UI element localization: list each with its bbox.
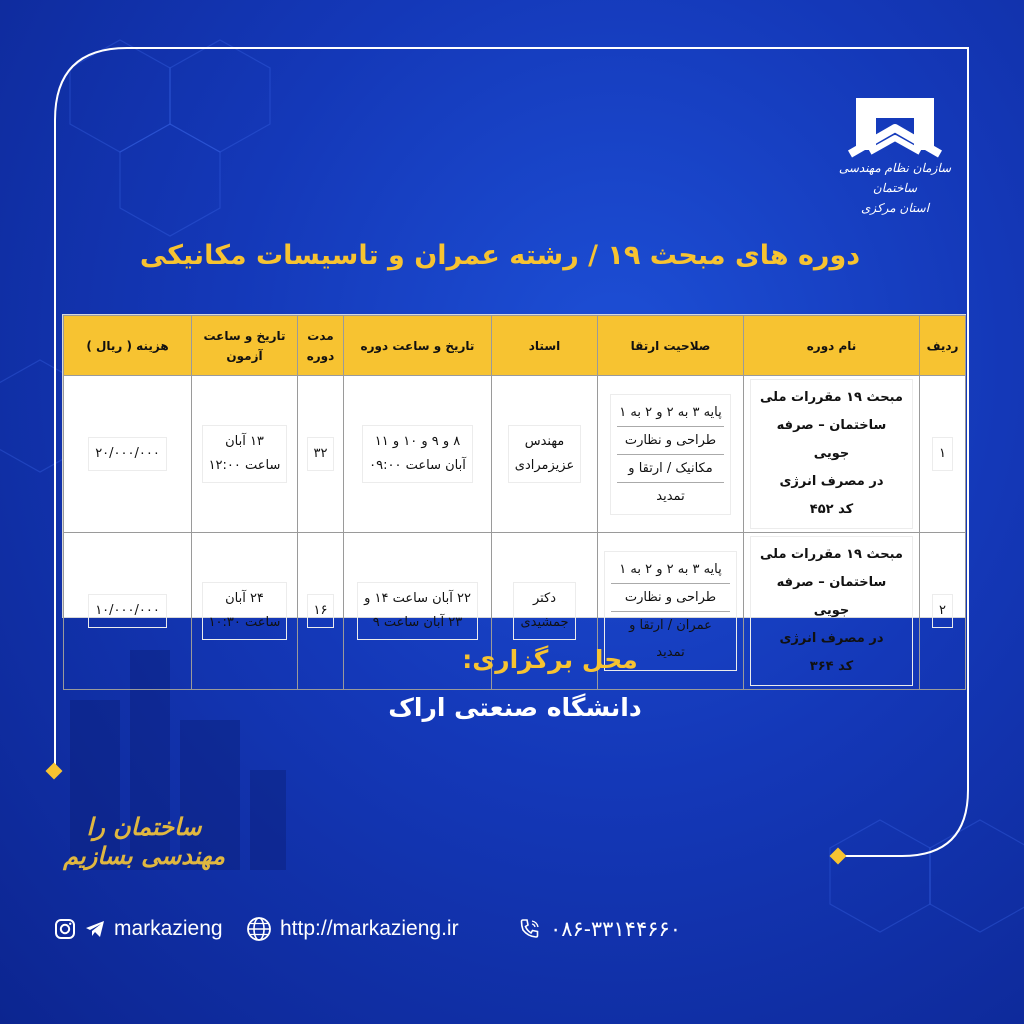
header-exam-line1: تاریخ و ساعت	[203, 328, 286, 343]
telegram-icon[interactable]	[84, 918, 106, 940]
logo-text	[815, 158, 975, 218]
venue-label: محل برگزاری:	[462, 645, 638, 674]
table-header-row	[64, 316, 966, 376]
header-exam	[192, 316, 298, 376]
course-name-cell-line: ساختمان – صرفه جویی	[776, 418, 887, 461]
course-date-cell-box	[362, 425, 473, 483]
exam-cell-line: ۱۳ آبان	[225, 434, 264, 449]
header-course-name: نام دوره	[744, 316, 920, 376]
header-exam-line2: آزمون	[226, 348, 263, 363]
instructor-cell-box	[513, 582, 575, 640]
qualification-cell-box	[610, 394, 731, 515]
row-number-cell	[920, 533, 966, 690]
exam-cell	[192, 376, 298, 533]
instructor-cell-line: مهندس	[524, 434, 565, 449]
globe-icon	[246, 916, 272, 942]
course-name-cell-line: در مصرف انرژی	[779, 631, 884, 646]
qualification-cell-line: مکانیک / ارتقا و	[617, 455, 724, 483]
row-number-cell	[920, 376, 966, 533]
course-name-cell-line: در مصرف انرژی	[779, 474, 884, 489]
instructor-cell-line: عزیزمرادی	[514, 458, 575, 473]
qualification-cell	[598, 376, 744, 533]
header-fee: هزینه ( ریال )	[64, 316, 192, 376]
footer-social[interactable]	[54, 912, 223, 946]
row-number-cell-value: ۲	[932, 594, 953, 628]
row-number-cell-value: ۱	[932, 437, 953, 471]
table-row	[64, 376, 966, 533]
instructor-cell-line: دکتر	[532, 591, 557, 606]
course-date-cell-line: ۲۲ آبان ساعت ۱۴ و	[364, 591, 471, 606]
course-date-cell-line: ۲۳ آبان ساعت ۹	[372, 615, 463, 630]
phone-icon	[518, 917, 542, 941]
logo-text-line2: استان مرکزی	[860, 201, 930, 215]
header-duration-line2: دوره	[306, 348, 335, 363]
course-date-cell-line: ۸ و ۹ و ۱۰ و ۱۱	[374, 434, 461, 449]
venue-place: دانشگاه صنعتی اراک	[388, 693, 642, 722]
header-qualification: صلاحیت ارتقا	[598, 316, 744, 376]
header-instructor: استاد	[492, 316, 598, 376]
course-name-cell-line: ساختمان – صرفه جویی	[776, 575, 887, 618]
instructor-cell	[492, 376, 598, 533]
qualification-cell-line: عمران / ارتقا و تمدید	[629, 618, 712, 660]
exam-cell-line: ساعت ۱۲:۰۰	[208, 458, 281, 473]
course-name-cell-line: مبحث ۱۹ مقررات ملی	[760, 390, 903, 405]
qualification-cell-line: تمدید	[656, 488, 685, 504]
duration-cell	[298, 376, 344, 533]
qualification-cell-line: طراحی و نظارت	[617, 427, 724, 455]
duration-cell-value: ۳۲	[307, 437, 335, 471]
qualification-cell-line: پایه ۳ به ۲ و ۲ به ۱	[611, 556, 730, 584]
course-name-cell-line: کد ۴۵۲	[809, 502, 854, 517]
website-link[interactable]: http://markazieng.ir	[280, 917, 459, 940]
exam-cell-box	[202, 582, 288, 640]
fee-cell-value: ۱۰/۰۰۰/۰۰۰	[88, 594, 167, 628]
header-course-date: تاریخ و ساعت دوره	[344, 316, 492, 376]
course-name-cell	[744, 376, 920, 533]
exam-cell-line: ساعت ۱۰:۳۰	[208, 615, 281, 630]
header-duration	[298, 316, 344, 376]
course-date-cell-box	[357, 582, 478, 640]
phone-number[interactable]: ۰۸۶-۳۳۱۴۴۶۶۰	[550, 917, 682, 941]
fee-cell	[64, 376, 192, 533]
course-name-cell-line: مبحث ۱۹ مقررات ملی	[760, 547, 903, 562]
fee-cell-value: ۲۰/۰۰۰/۰۰۰	[88, 437, 167, 471]
qualification-cell-line: طراحی و نظارت	[611, 584, 730, 612]
course-date-cell	[344, 376, 492, 533]
instructor-cell-box	[508, 425, 581, 483]
page-title: دوره های مبحث ۱۹ / رشته عمران و تاسیسات مکانیکی	[139, 240, 861, 271]
exam-cell-line: ۲۴ آبان	[225, 591, 264, 606]
course-name-cell-box	[750, 379, 913, 529]
exam-cell	[192, 533, 298, 690]
fee-cell	[64, 533, 192, 690]
slogan-calligraphy: ساختمان را مهندسی بسازیم	[63, 812, 225, 870]
logo-text-line1: سازمان نظام مهندسی ساختمان	[838, 161, 952, 195]
qualification-cell-line: پایه ۳ به ۲ و ۲ به ۱	[617, 399, 724, 427]
instagram-icon[interactable]	[54, 918, 76, 940]
social-handle[interactable]: markazieng	[114, 917, 223, 940]
footer-website[interactable]	[246, 912, 459, 946]
header-duration-line1: مدت	[307, 328, 334, 343]
course-name-cell-line: کد ۳۶۴	[809, 659, 854, 674]
exam-cell-box	[202, 425, 288, 483]
duration-cell-value: ۱۶	[307, 594, 335, 628]
header-row-number: ردیف	[920, 316, 966, 376]
course-date-cell-line: آبان ساعت ۰۹:۰۰	[369, 458, 466, 473]
instructor-cell-line: جمشیدی	[520, 615, 569, 630]
footer-phone[interactable]	[518, 912, 681, 946]
